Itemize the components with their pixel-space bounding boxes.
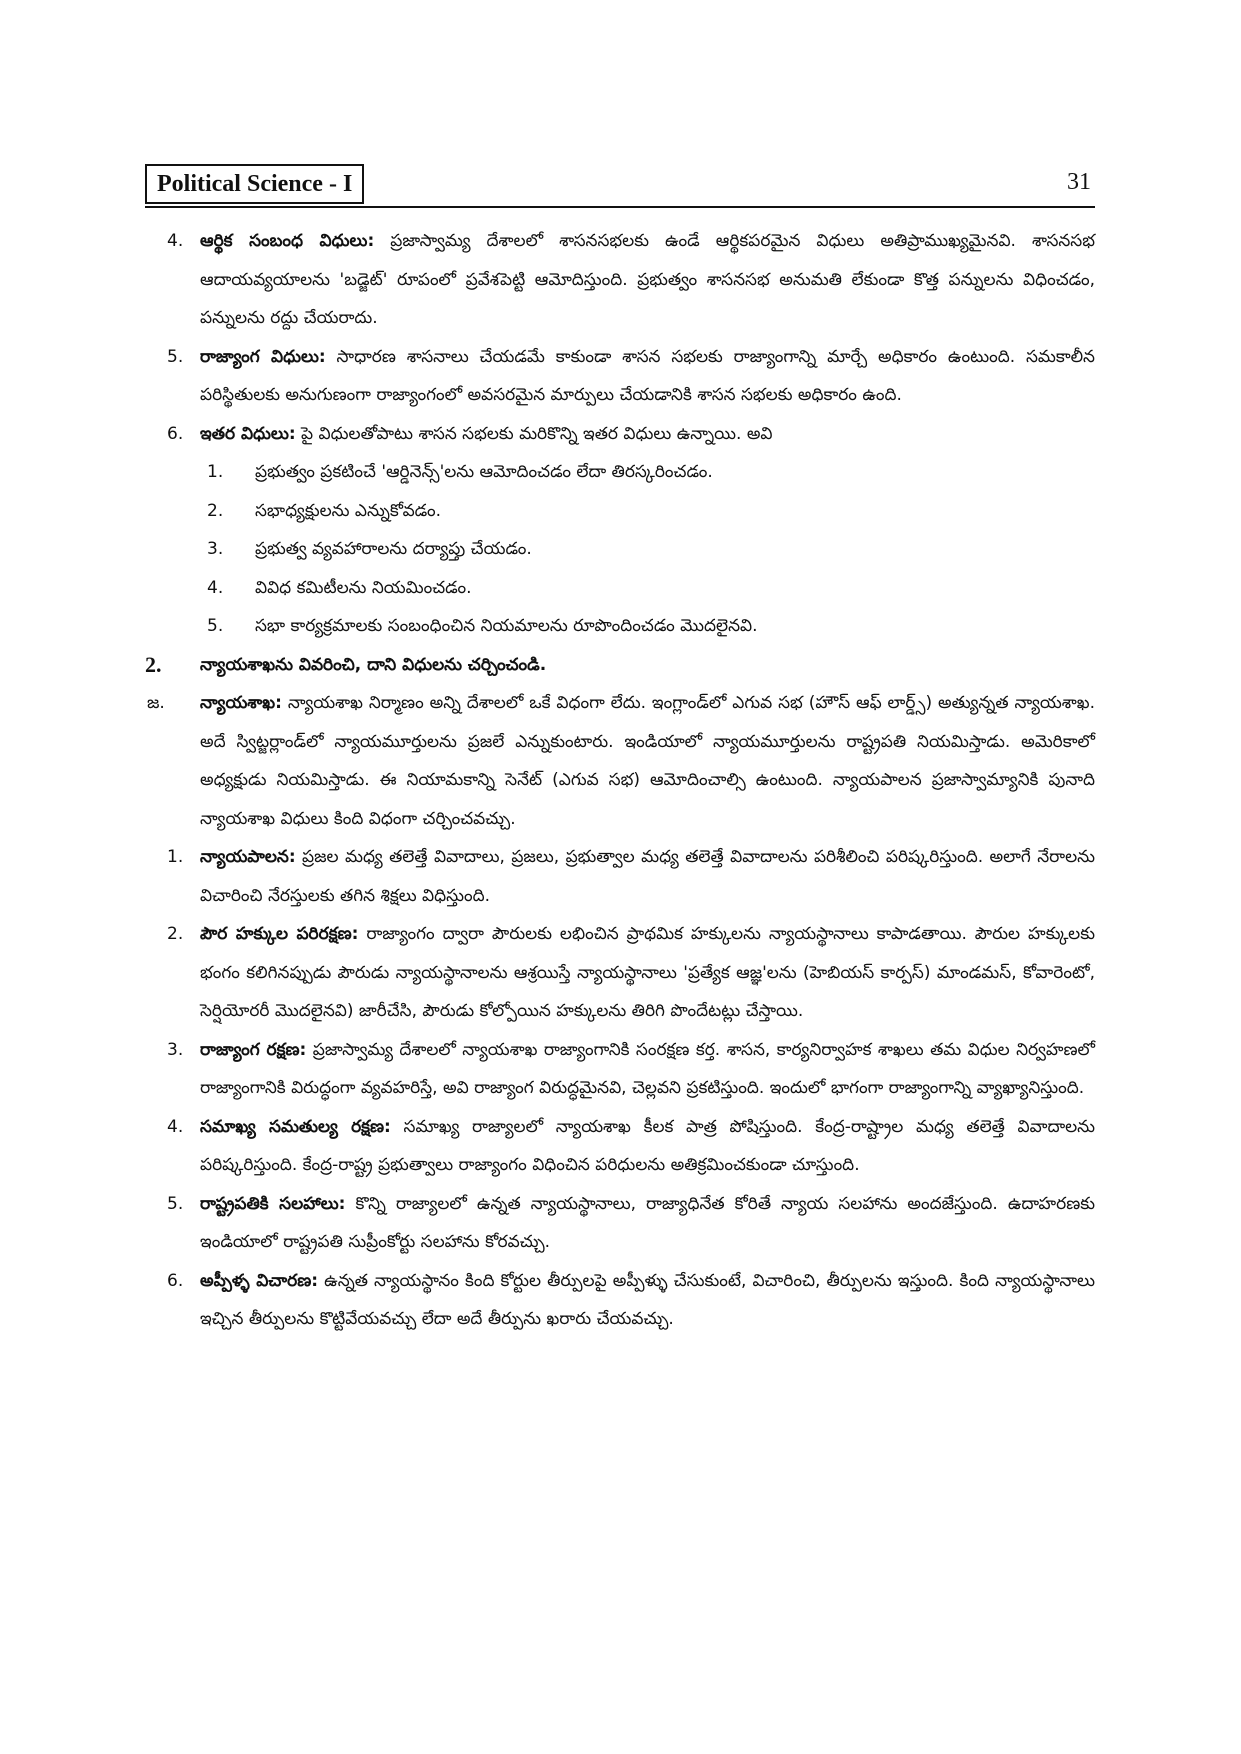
- item-text: సమాఖ్య రాజ్యాలలో న్యాయశాఖ కీలక పాత్ర పోషిస్తుంది. కేంద్ర-రాష్ట్రాల మధ్య తలెత్తే వివాదాలను పరిష్కరిస్తుంది. కేంద్ర-రాష్ట్ర ప్రభుత్వాలు రాజ్యాంగం విధించిన పరిధులను అతిక్రమించకుండా చూస్తుంది.: [200, 1116, 1095, 1175]
- list-item: [145, 1262, 1095, 1339]
- item-body: [200, 915, 1095, 1031]
- item-number: 5.: [207, 616, 224, 636]
- item-text: ప్రభుత్వం ప్రకటించే 'ఆర్డినెన్స్'లను ఆమోదించడం లేదా తిరస్కరించడం.: [255, 462, 713, 482]
- list-item: [145, 838, 1095, 915]
- sub-list-item: [145, 530, 1095, 569]
- sub-list-item: [145, 453, 1095, 492]
- item-number: 4.: [207, 577, 224, 598]
- item-text: సభా కార్యక్రమాలకు సంబంధించిన నియమాలను రూపొందించడం మొదలైనవి.: [255, 616, 758, 636]
- item-number: 3.: [207, 539, 224, 559]
- list-item: [145, 415, 1095, 454]
- question: [145, 646, 1095, 685]
- list-item: [145, 1185, 1095, 1262]
- item-text: ప్రజాస్వామ్య దేశాలలో శాసనసభలకు ఉండే ఆర్థికపరమైన విధులు అతిప్రాముఖ్యమైనవి. శాసనసభ ఆదాయవ్యయాలను 'బడ్జెట్' రూపంలో ప్రవేశపెట్టి ఆమోదిస్తుంది. ప్రభుత్వం శాసనసభ అనుమతి లేకుండా కొత్త పన్నులను విధించడం, పన్నులను రద్దు చేయరాదు.: [200, 231, 1095, 328]
- item-number: 2.: [167, 924, 184, 944]
- page-content: [145, 222, 1095, 1339]
- list-item: [145, 222, 1095, 338]
- item-body: [200, 415, 1095, 454]
- item-body: [200, 338, 1095, 415]
- item-text: వివిధ కమిటీలను నియమించడం.: [255, 577, 472, 598]
- page-header: [145, 164, 1095, 208]
- item-number: 6.: [167, 423, 184, 444]
- item-text: సభాధ్యక్షులను ఎన్నుకోవడం.: [255, 500, 442, 521]
- item-number: 4.: [167, 1116, 184, 1137]
- item-title: అప్పీళ్ళ విచారణ:: [200, 1270, 319, 1291]
- item-body: [200, 1185, 1095, 1262]
- item-title: రాష్ట్రపతికి సలహాలు:: [200, 1193, 346, 1214]
- item-text: కొన్ని రాజ్యాలలో ఉన్నత న్యాయస్థానాలు, రాజ్యాధినేత కోరితే న్యాయ సలహాను అందజేస్తుంది. ఉదాహరణకు ఇండియాలో రాష్ట్రపతి సుప్రీంకోర్టు సలహాను కోరవచ్చు.: [200, 1193, 1095, 1252]
- item-text: రాజ్యాంగం ద్వారా పౌరులకు లభించిన ప్రాథమిక హక్కులను న్యాయస్థానాలు కాపాడతాయి. పౌరుల హక్కులకు భంగం కలిగినప్పుడు పౌరుడు న్యాయస్థానాలను ఆశ్రయిస్తే న్యాయస్థానాలు 'ప్రత్యేక ఆజ్ఞ'లను (హెబియస్ కార్పస్) మాండమస్, కోవారెంటో, సెర్షియోరరీ మొదలైనవి) జారీచేసి, పౌరుడు కోల్పోయిన హక్కులను తిరిగి పొందేటట్లు చేస్తాయి.: [200, 924, 1095, 1021]
- item-text: ఉన్నత న్యాయస్థానం కింది కోర్టుల తీర్పులపై అప్పీళ్ళు చేసుకుంటే, విచారించి, తీర్పులను ఇస్తుంది. కింది న్యాయస్థానాలు ఇచ్చిన తీర్పులను కొట్టివేయవచ్చు లేదా అదే తీర్పును ఖరారు చేయవచ్చు.: [200, 1270, 1095, 1329]
- list-item: [145, 338, 1095, 415]
- item-number: 4.: [167, 231, 184, 251]
- item-text: ప్రజాస్వామ్య దేశాలలో న్యాయశాఖ రాజ్యాంగానికి సంరక్షణ కర్త. శాసన, కార్యనిర్వాహక శాఖలు తమ విధుల నిర్వహణలో రాజ్యాంగానికి విరుద్ధంగా వ్యవహరిస్తే, అవి రాజ్యాంగ విరుద్ధమైనవి, చెల్లవని ప్రకటిస్తుంది. ఇందులో భాగంగా రాజ్యాంగాన్ని వ్యాఖ్యానిస్తుంది.: [200, 1039, 1095, 1098]
- item-title: ఇతర విధులు:: [200, 423, 296, 444]
- item-body: [200, 1031, 1095, 1108]
- sub-list-item: [145, 492, 1095, 531]
- item-body: [200, 838, 1095, 915]
- answer-text: న్యాయశాఖ నిర్మాణం అన్ని దేశాలలో ఒకే విధంగా లేదు. ఇంగ్లాండ్‌లో ఎగువ సభ (హౌస్ ఆఫ్ లార్డ్స్) అత్యున్నత న్యాయశాఖ. అదే స్విట్జర్లాండ్‌లో న్యాయమూర్తులను ప్రజలే ఎన్నుకుంటారు. ఇండియాలో న్యాయమూర్తులను రాష్ట్రపతి నియమిస్తాడు. అమెరికాలో అధ్యక్షుడు నియమిస్తాడు. ఈ నియామకాన్ని సెనేట్ (ఎగువ సభ) ఆమోదించాల్సి ఉంటుంది. న్యాయపాలన ప్రజాస్వామ్యానికి పునాది న్యాయశాఖ విధులు కింది విధంగా చర్చించవచ్చు.: [200, 693, 1095, 829]
- item-text: ప్రజల మధ్య తలెత్తే వివాదాలు, ప్రజలు, ప్రభుత్వాల మధ్య తలెత్తే వివాదాలను పరిశీలించి పరిష్కరిస్తుంది. అలాగే నేరాలను విచారించి నేరస్తులకు తగిన శిక్షలు విధిస్తుంది.: [200, 847, 1095, 906]
- page-number: 31: [1067, 169, 1091, 195]
- answer-label: జ.: [147, 693, 165, 713]
- subject-title: Political Science - I: [145, 164, 364, 204]
- answer: [145, 684, 1095, 838]
- list-item: [145, 1108, 1095, 1185]
- item-number: 3.: [167, 1039, 184, 1060]
- item-title: రాజ్యాంగ రక్షణ:: [200, 1039, 307, 1060]
- answer-title: న్యాయశాఖ:: [200, 693, 282, 713]
- question-text: న్యాయశాఖను వివరించి, దాని విధులను చర్చించండి.: [200, 654, 547, 675]
- item-number: 5.: [167, 1193, 184, 1214]
- item-title: రాజ్యాంగ విధులు:: [200, 346, 326, 367]
- item-body: [200, 1108, 1095, 1185]
- item-title: సమాఖ్య సమతుల్య రక్షణ:: [200, 1116, 391, 1137]
- item-text: పై విధులతోపాటు శాసన సభలకు మరికొన్ని ఇతర విధులు ఉన్నాయి. అవి: [295, 423, 773, 444]
- item-text: సాధారణ శాసనాలు చేయడమే కాకుండా శాసన సభలకు రాజ్యాంగాన్ని మార్చే అధికారం ఉంటుంది. సమకాలీన పరిస్థితులకు అనుగుణంగా రాజ్యాంగంలో అవసరమైన మార్పులు చేయడానికి శాసన సభలకు అధికారం ఉంది.: [200, 346, 1095, 405]
- answer-body: [200, 684, 1095, 838]
- sub-list-item: [145, 607, 1095, 646]
- sub-list-item: [145, 569, 1095, 608]
- item-number: 2.: [207, 500, 224, 521]
- item-title: పౌర హక్కుల పరిరక్షణ:: [200, 924, 359, 944]
- item-text: ప్రభుత్వ వ్యవహారాలను దర్యాప్తు చేయడం.: [255, 539, 532, 559]
- item-title: న్యాయపాలన:: [200, 847, 296, 867]
- item-number: 5.: [167, 346, 184, 367]
- item-number: 1.: [167, 847, 184, 867]
- list-item: [145, 915, 1095, 1031]
- question-number: 2.: [145, 651, 162, 677]
- list-item: [145, 1031, 1095, 1108]
- item-number: 6.: [167, 1270, 184, 1291]
- item-number: 1.: [207, 462, 224, 482]
- item-body: [200, 222, 1095, 338]
- item-title: ఆర్థిక సంబంధ విధులు:: [200, 231, 375, 251]
- item-body: [200, 1262, 1095, 1339]
